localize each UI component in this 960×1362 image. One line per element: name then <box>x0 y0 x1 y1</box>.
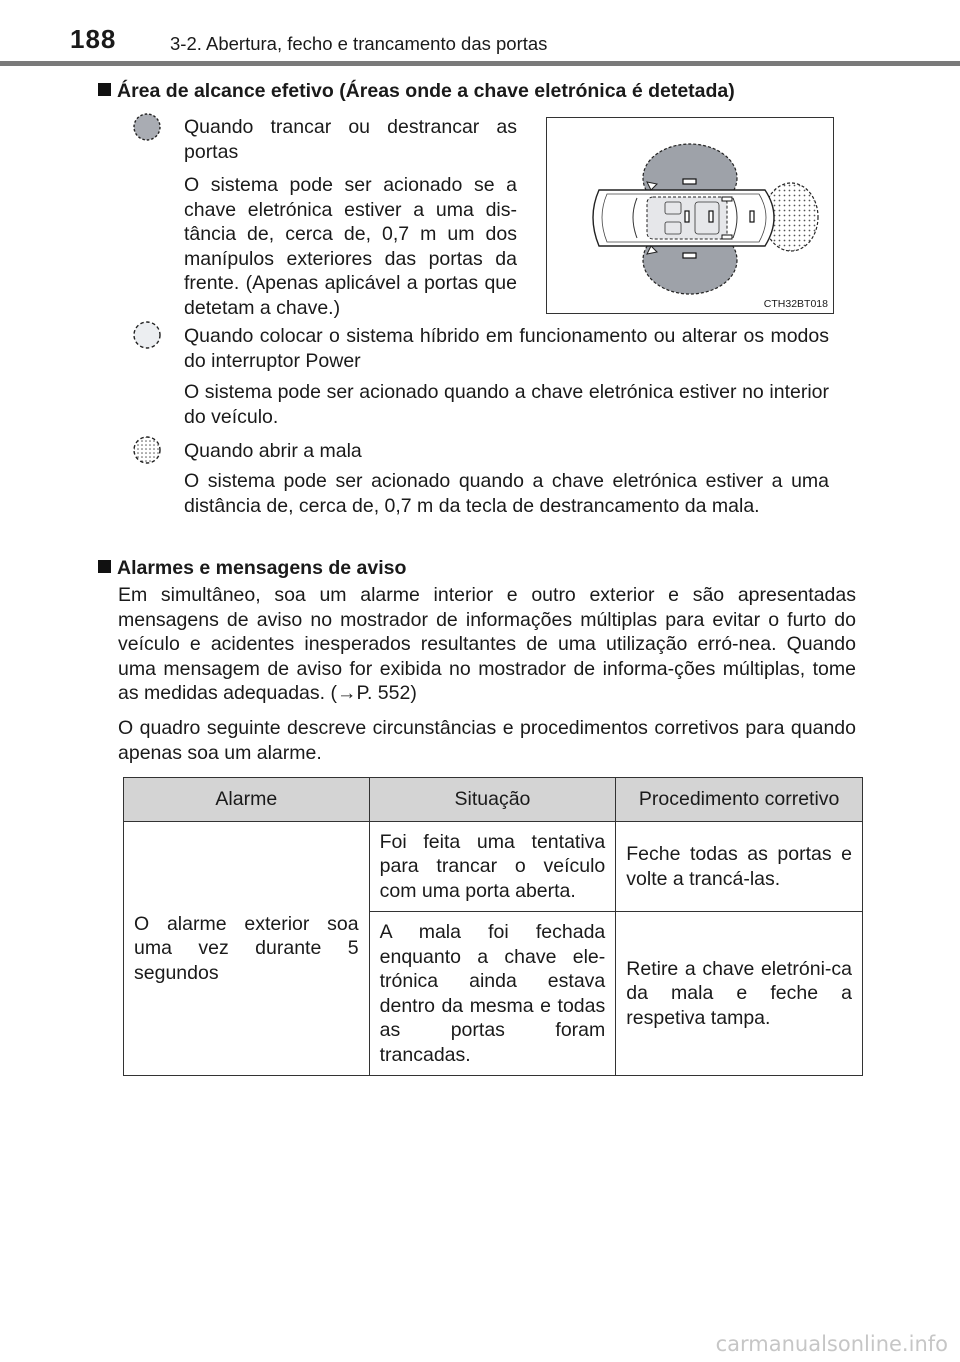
square-bullet-icon <box>98 560 111 573</box>
procedure-cell: Feche todas as portas e volte a trancá-las. <box>616 822 863 912</box>
column-header-procedure: Procedimento corretivo <box>616 778 863 822</box>
column-header-situation: Situação <box>369 778 616 822</box>
dotted-pattern-circle-icon <box>132 435 162 465</box>
item-body: O sistema pode ser acionado quando a chave eletrónica estiver no interior do veículo. <box>184 381 829 428</box>
table-row <box>124 822 863 912</box>
section-title-alarms: Alarmes e mensagens de aviso <box>98 557 406 580</box>
item-heading: Quando abrir a mala <box>184 440 362 462</box>
page-number: 188 <box>70 24 117 54</box>
item-heading: Quando trancar ou destrancar as portas <box>184 116 517 163</box>
alarms-paragraph: Em simultâneo, soa um alarme interior e outro exterior e são apresentadas mensagens de aviso no mostrador de informações múltiplas para evitar o furto do veículo e acidentes inesperados resultantes de uma utilização erró-nea. Quando uma mensagem de aviso for exibida no mostrador de informa-ções múltiplas, tome as medidas adequadas. (→P. 552) <box>118 584 856 704</box>
item-body: O sistema pode ser acionado quando a chave eletrónica estiver a uma distância de, cerca de, 0,7 m da tecla de destrancamento da mala. <box>184 470 829 517</box>
situation-cell: Foi feita uma tentativa para trancar o veículo com uma porta aberta. <box>369 822 616 912</box>
light-dashed-circle-icon <box>132 320 162 350</box>
car-top-view-illustration <box>547 118 833 313</box>
chapter-title: 3-2. Abertura, fecho e trancamento das portas <box>170 33 548 54</box>
page-header <box>0 0 960 64</box>
watermark: carmanualsonline.info <box>715 1332 948 1356</box>
item-body: O sistema pode ser acionado se a chave eletrónica estiver a uma dis-tância de, cerca de, 0,7 m um dos manípulos exteriores das portas da frente. (Apenas aplicável a portas que detetam a chave.) <box>184 174 517 319</box>
column-header-alarm: Alarme <box>124 778 370 822</box>
alarm-cell: O alarme exterior soa uma vez durante 5 segundos <box>124 822 370 1076</box>
header-rule <box>0 61 960 66</box>
table-intro-paragraph: O quadro seguinte descreve circunstâncias e procedimentos corretivos para quando apenas soa um alarme. <box>118 717 856 764</box>
figure-code: CTH32BT018 <box>763 298 828 310</box>
car-detection-diagram <box>546 117 834 314</box>
alarm-table <box>123 777 863 1076</box>
procedure-cell: Retire a chave eletróni-ca da mala e feche a respetiva tampa. <box>616 912 863 1076</box>
item-heading: Quando colocar o sistema híbrido em funcionamento ou alterar os modos do interruptor Power <box>184 325 829 372</box>
square-bullet-icon <box>98 83 111 96</box>
section-title-effective-range: Área de alcance efetivo (Áreas onde a chave eletrónica é detetada) <box>98 80 735 103</box>
dark-dotted-circle-icon <box>132 112 162 142</box>
situation-cell: A mala foi fechada enquanto a chave ele-trónica ainda estava dentro da mesma e todas as portas foram trancadas. <box>369 912 616 1076</box>
table-header-row <box>124 778 863 822</box>
